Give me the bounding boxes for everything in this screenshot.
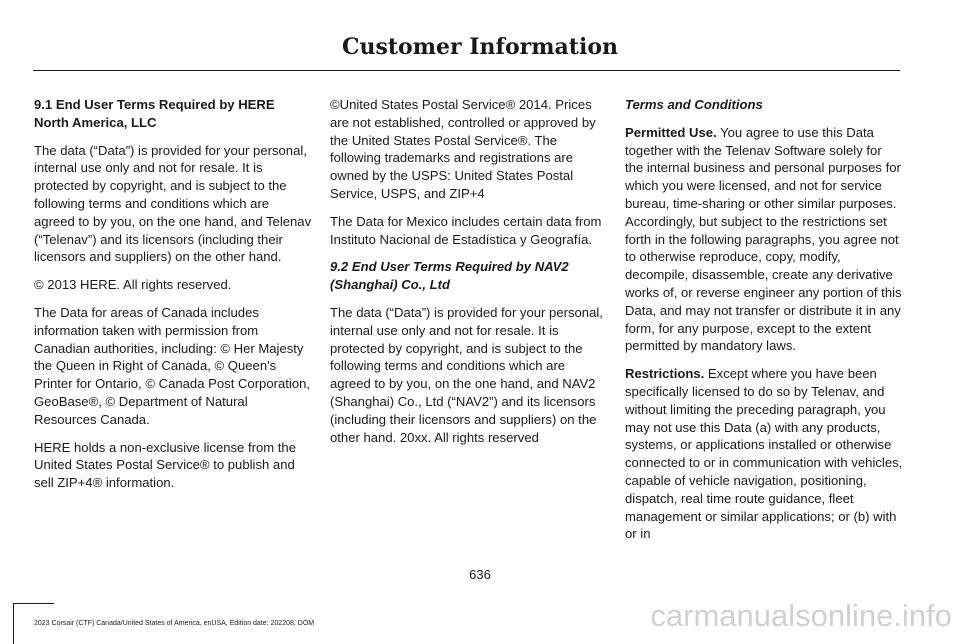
text-column-2 xyxy=(330,96,608,456)
paragraph-lead: Permitted Use. xyxy=(625,124,717,140)
paragraph-text: You agree to use this Data together with the Telenav Software solely for the internal business and personal purposes for which you were licensed, and not for service bureau, time-sharing or other similar purposes. Accordingly, but subject to the restrictions set forth in the following paragraphs, you agree not to otherwise reproduce, copy, modify, decompile, disassemble, create any derivative works of, or reverse engineer any portion of this Data, and may not transfer or distribute it in any form, for any purpose, except to the extent permitted by mandatory laws. xyxy=(625,124,902,354)
paragraph: The data (“Data”) is provided for your personal, internal use only and not for resale. It is protected by copyright, and is subject to the following terms and conditions which are agreed to by you, on the one hand, and NAV2 (Shanghai) Co., Ltd (“NAV2”) and its licensors (including their licensors and suppliers) on the other hand. 20xx. All rights reserved xyxy=(330,304,603,445)
paragraph: The Data for Mexico includes certain data from Instituto Nacional de Estadística y Geografía. xyxy=(330,213,602,247)
paragraph: © 2013 HERE. All rights reserved. xyxy=(34,277,232,293)
paragraph-lead: Restrictions. xyxy=(625,366,705,382)
paragraph: HERE holds a non-exclusive license from the United States Postal Service® to publish and sell ZIP+4® information. xyxy=(34,439,296,491)
paragraph: ©United States Postal Service® 2014. Prices are not established, controlled or approved by the United States Postal Service®. The following trademarks and registrations are owned by the USPS: United States Postal Service, USPS, and ZIP+4 xyxy=(330,97,596,201)
paragraph: The data (“Data”) is provided for your personal, internal use only and not for resale. It is protected by copyright, and is subject to the following terms and conditions which are agreed to by you, on the one hand, and Telenav (“Telenav”) and its licensors (including their licensors and suppliers) on the other hand. xyxy=(34,142,312,265)
text-column-3 xyxy=(625,96,903,553)
page-number: 636 xyxy=(469,567,491,582)
paragraph-text: Except where you have been specifically licensed to do so by Telenav, and without limiting the preceding paragraph, you may not use this Data (a) with any products, systems, or applications installed or otherwise connected to or in communication with vehicles, capable of vehicle navigation, positioning, dispatch, real time route guidance, fleet management or similar applications; or (b) with or in xyxy=(625,366,903,542)
section-heading: 9.1 End User Terms Required by HERE North America, LLC xyxy=(34,97,275,130)
watermark-logo: carmanualsonline.info xyxy=(650,598,952,633)
paragraph xyxy=(625,365,903,543)
paragraph xyxy=(625,124,903,355)
section-heading: Terms and Conditions xyxy=(625,97,763,112)
text-column-1 xyxy=(34,96,312,502)
title-divider xyxy=(33,70,900,71)
page-title: Customer Information xyxy=(342,34,618,60)
edition-footer: 2023 Corsair (CTF) Canada/United States of America, enUSA, Edition date: 202208, DOM xyxy=(34,620,315,627)
section-heading: 9.2 End User Terms Required by NAV2 (Shanghai) Co., Ltd xyxy=(330,259,569,293)
paragraph: The Data for areas of Canada includes information taken with permission from Canadian authorities, including: © Her Majesty the Queen in Right of Canada, © Queen's Printer for Ontario, © Canada Post Corporation, GeoBase®, © Department of Natural Resources Canada. xyxy=(34,304,311,427)
